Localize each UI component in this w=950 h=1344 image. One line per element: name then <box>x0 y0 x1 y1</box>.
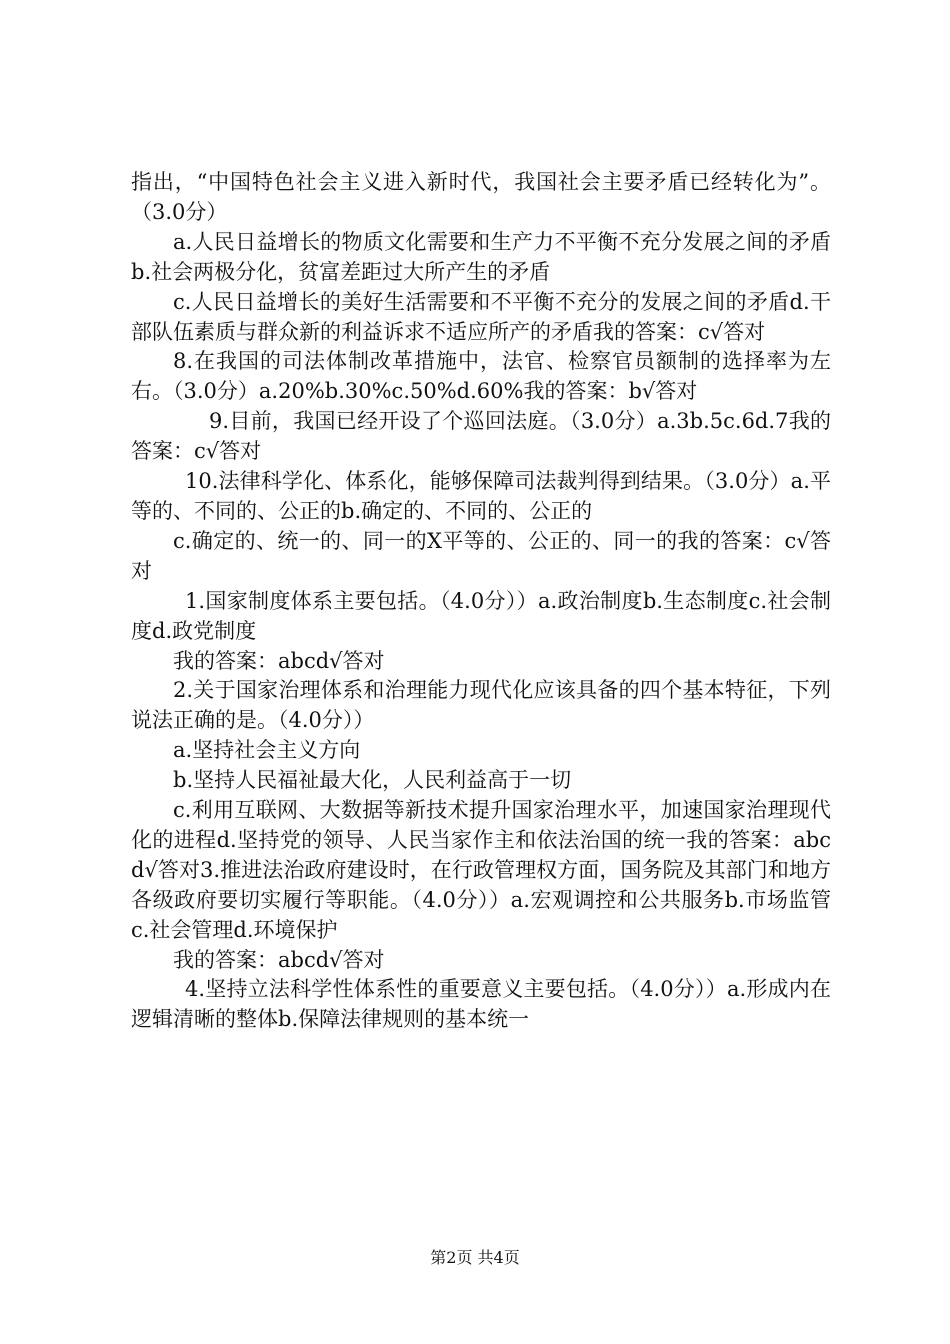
paragraph-m3-answer: 我的答案：abcd√答对 <box>173 947 385 972</box>
paragraph-m1: 1.国家制度体系主要包括。（4.0分））a.政治制度b.生态制度c.社会制度d.政党制度 <box>131 588 831 643</box>
paragraph-q7-options-cd: c.人民日益增长的美好生活需要和不平衡不充分的发展之间的矛盾d.干部队伍素质与群众新的利益诉求不适应所产的矛盾我的答案：c√答对 <box>131 289 831 344</box>
paragraph-m2-option-b: b.坚持人民福祉最大化，人民利益高于一切 <box>173 768 572 793</box>
paragraph-q9: 9.目前，我国已经开设了个巡回法庭。（3.0分）a.3b.5c.6d.7我的答案：c√答对 <box>131 409 831 464</box>
paragraph-m4: 4.坚持立法科学性体系性的重要意义主要包括。（4.0分））a.形成内在逻辑清晰的整体b.保障法律规则的基本统一 <box>131 977 831 1032</box>
page-footer: 第2页 共4页 <box>430 1248 520 1267</box>
paragraph-q10-options: c.确定的、统一的、同一的X平等的、公正的、同一的我的答案：c√答对 <box>131 528 831 583</box>
paragraph-q8: 8.在我国的司法体制改革措施中，法官、检察官员额制的选择率为左右。（3.0分）a.20%b.30%c.50%d.60%我的答案：b√答对 <box>131 349 831 404</box>
paragraph-intro: 指出，“中国特色社会主义进入新时代，我国社会主要矛盾已经转化为”。（3.0分） <box>131 170 831 224</box>
document-body <box>131 168 831 1035</box>
paragraph-q10: 10.法律科学化、体系化，能够保障司法裁判得到结果。（3.0分）a.平等的、不同的、公正的b.确定的、不同的、公正的 <box>131 469 831 523</box>
paragraph-m2-option-cd-m3: c.利用互联网、大数据等新技术提升国家治理水平，加速国家治理现代化的进程d.坚持党的领导、人民当家作主和依法治国的统一我的答案：abcd√答对3.推进法治政府建设时，在行政管理权方面，国务院及其部门和地方各级政府要切实履行等职能。（4.0分））a.宏观调控和公共服务b.市场监管c.社会管理d.环境保护 <box>131 798 831 942</box>
paragraph-m2: 2.关于国家治理体系和治理能力现代化应该具备的四个基本特征，下列说法正确的是。（4.0分）） <box>131 678 831 733</box>
paragraph-m2-option-a: a.坚持社会主义方向 <box>173 738 361 763</box>
paragraph-m1-answer: 我的答案：abcd√答对 <box>173 648 385 673</box>
paragraph-q7-options-ab: a.人民日益增长的物质文化需要和生产力不平衡不充分发展之间的矛盾b.社会两极分化，贫富差距过大所产生的矛盾 <box>131 229 831 284</box>
